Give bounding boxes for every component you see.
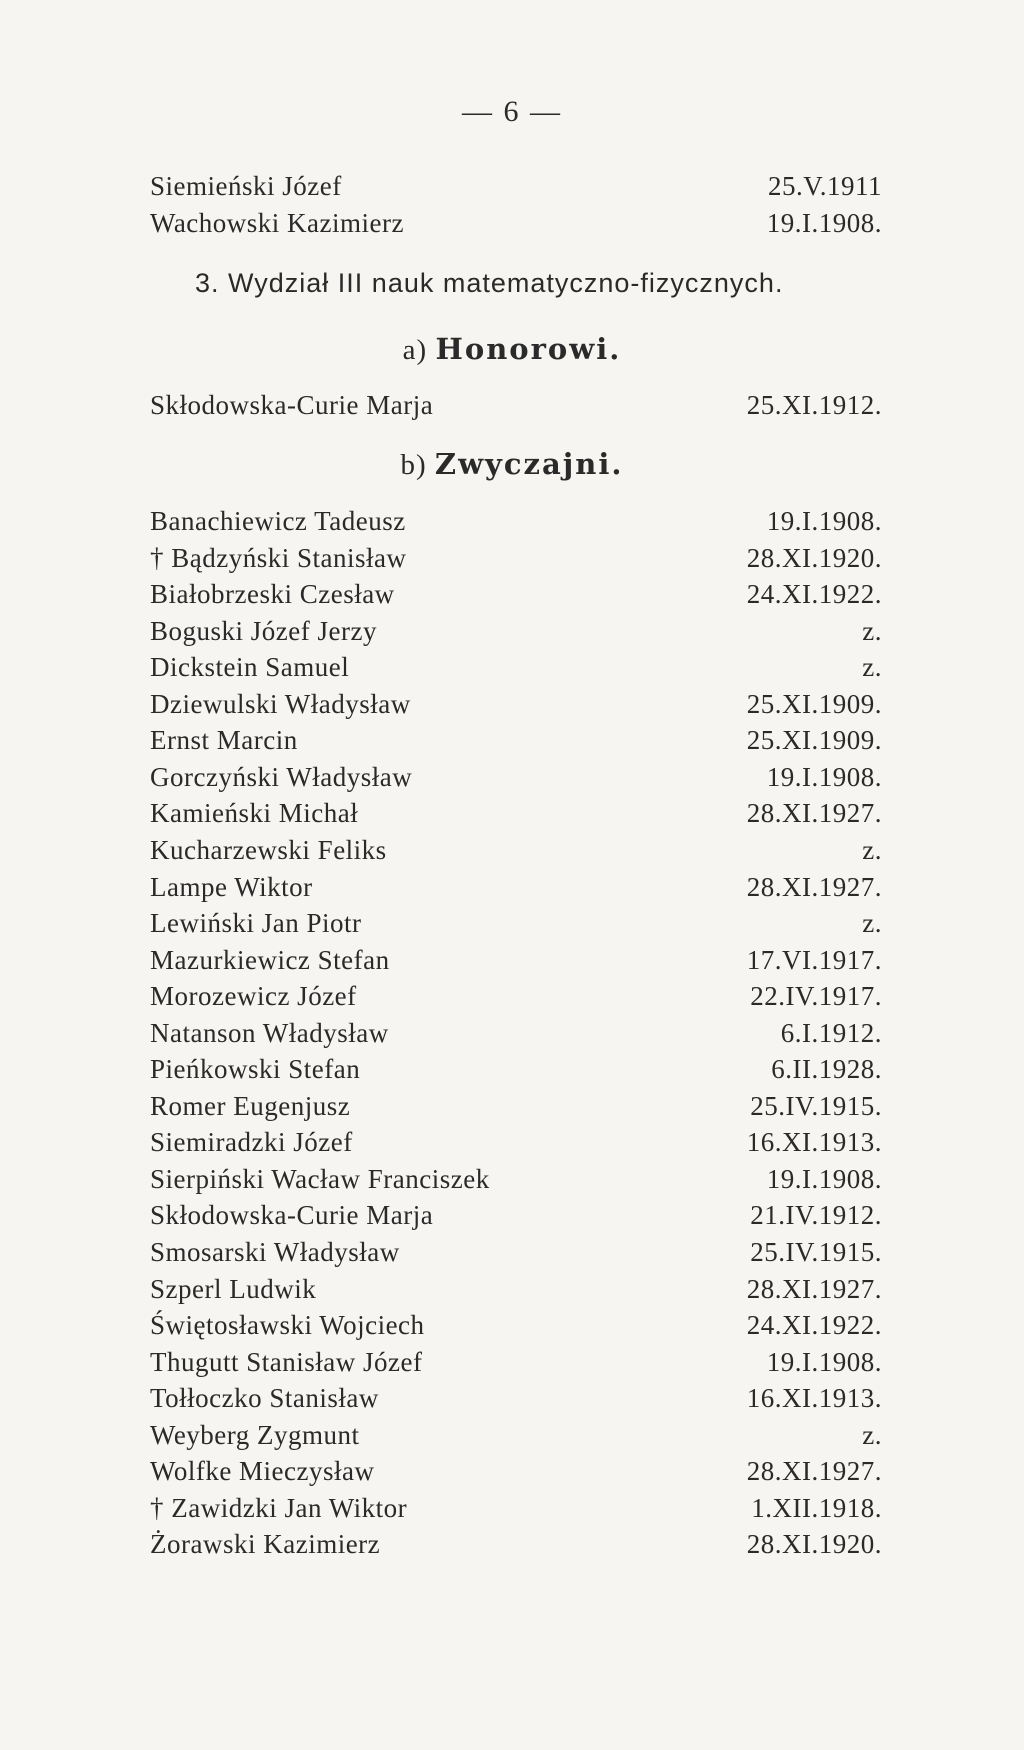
list-item — [150, 869, 882, 905]
member-name: Natanson Władysław — [150, 1017, 389, 1048]
list-item — [150, 540, 882, 576]
member-date: 25.IV.1915. — [750, 1237, 882, 1267]
list-item — [150, 905, 882, 941]
list-item — [150, 832, 882, 868]
member-name: Ernst Marcin — [150, 725, 298, 756]
member-name: Siemiradzki Józef — [150, 1127, 353, 1158]
member-date: 22.IV.1917. — [750, 981, 882, 1012]
list-item — [150, 1271, 882, 1307]
member-date: 25.V.1911 — [767, 171, 882, 201]
member-date: 6.I.1912. — [780, 1017, 882, 1048]
member-date: 28.XI.1920. — [746, 542, 882, 573]
member-date: 6.II.1928. — [771, 1054, 882, 1085]
list-item — [150, 613, 882, 649]
list-item — [150, 795, 882, 831]
member-date: 16.XI.1913. — [746, 1127, 882, 1158]
member-date: 28.XI.1920. — [746, 1529, 882, 1560]
member-date: z. — [862, 652, 882, 683]
member-name: Szperl Ludwik — [150, 1273, 317, 1304]
list-item — [150, 1161, 882, 1197]
member-date: 21.IV.1912. — [750, 1200, 882, 1231]
member-date: 28.XI.1927. — [746, 871, 882, 902]
list-item — [150, 1417, 882, 1453]
member-date: z. — [862, 1419, 882, 1450]
member-name: † Zawidzki Jan Wiktor — [150, 1492, 408, 1523]
member-date: 28.XI.1927. — [746, 1273, 882, 1304]
list-item — [150, 1344, 882, 1380]
member-name: Żorawski Kazimierz — [150, 1529, 381, 1560]
member-name: Weyberg Zygmunt — [150, 1419, 360, 1450]
list-item — [150, 205, 882, 241]
member-name: Sierpiński Wacław Franciszek — [150, 1163, 490, 1194]
member-date: 19.I.1908. — [766, 506, 882, 536]
list-item — [150, 1307, 882, 1343]
member-date: 28.XI.1927. — [746, 1456, 882, 1487]
member-name: Morozewicz Józef — [150, 981, 357, 1012]
member-date: 16.XI.1913. — [746, 1383, 882, 1414]
member-date: 19.I.1908. — [766, 761, 882, 792]
list-item — [150, 686, 882, 722]
member-date: 19.I.1908. — [766, 208, 882, 238]
member-name: Lampe Wiktor — [150, 871, 313, 902]
list-item — [150, 942, 882, 978]
member-date: 19.I.1908. — [766, 1163, 882, 1194]
member-date: z. — [862, 908, 882, 938]
member-name: Mazurkiewicz Stefan — [150, 944, 390, 975]
page-number: — 6 — — [462, 95, 562, 128]
member-date: 25.IV.1915. — [750, 1090, 882, 1121]
member-name: Siemieński Józef — [150, 171, 342, 201]
list-item — [150, 722, 882, 758]
member-name: Skłodowska-Curie Marja — [150, 390, 434, 420]
member-name: Pieńkowski Stefan — [150, 1054, 361, 1085]
member-name: Wachowski Kazimierz — [150, 208, 404, 238]
member-date: 1.XII.1918. — [751, 1492, 882, 1523]
member-date: 19.I.1908. — [766, 1346, 882, 1377]
list-item — [150, 1380, 882, 1416]
list-item — [150, 1234, 882, 1270]
member-name: Kamieński Michał — [150, 798, 359, 829]
list-item — [150, 1526, 882, 1562]
list-item — [150, 759, 882, 795]
member-date: 25.XI.1909. — [746, 688, 882, 719]
member-name: Tołłoczko Stanisław — [150, 1383, 379, 1414]
member-date: 17.VI.1917. — [746, 944, 882, 975]
subheading-marker: a) — [402, 334, 428, 366]
member-date: 25.XI.1909. — [746, 725, 882, 756]
member-date: 24.XI.1922. — [746, 1310, 882, 1341]
member-name: Banachiewicz Tadeusz — [150, 506, 406, 536]
list-item — [150, 576, 882, 612]
member-name: Smosarski Władysław — [150, 1237, 400, 1267]
list-item — [150, 1051, 882, 1087]
list-item — [150, 1124, 882, 1160]
list-item — [150, 649, 882, 685]
list-item — [150, 978, 882, 1014]
member-name: Romer Eugenjusz — [150, 1090, 351, 1121]
subheading-honorary — [0, 332, 1024, 367]
subheading-label: Honorowi. — [435, 332, 622, 366]
subheading-ordinary — [0, 447, 1024, 482]
list-item — [150, 1453, 882, 1489]
member-date: 28.XI.1927. — [746, 798, 882, 829]
member-date: z. — [862, 615, 882, 646]
list-item — [150, 1197, 882, 1233]
member-name: Wolfke Mieczysław — [150, 1456, 375, 1487]
member-date: z. — [862, 835, 882, 865]
member-name: Kucharzewski Feliks — [150, 835, 387, 865]
list-item — [150, 1015, 882, 1051]
section-heading: 3. Wydział III nauk matematyczno-fizycznych. — [195, 268, 784, 298]
member-name: † Bądzyński Stanisław — [150, 542, 407, 573]
list-item — [150, 1088, 882, 1124]
subheading-marker: b) — [400, 449, 427, 481]
list-item — [150, 503, 882, 539]
subheading-label: Zwyczajni. — [434, 447, 624, 481]
member-name: Boguski Józef Jerzy — [150, 615, 377, 646]
member-name: Dziewulski Władysław — [150, 688, 411, 719]
member-name: Świętosławski Wojciech — [150, 1310, 425, 1341]
member-name: Thugutt Stanisław Józef — [150, 1346, 423, 1377]
member-date: 24.XI.1922. — [746, 579, 882, 610]
member-name: Dickstein Samuel — [150, 652, 350, 683]
member-date: 25.XI.1912. — [746, 390, 882, 420]
member-name: Białobrzeski Czesław — [150, 579, 395, 610]
member-name: Skłodowska-Curie Marja — [150, 1200, 434, 1231]
list-item — [150, 168, 882, 204]
member-name: Lewiński Jan Piotr — [150, 908, 362, 938]
member-name: Gorczyński Władysław — [150, 761, 413, 792]
list-item — [150, 387, 882, 423]
list-item — [150, 1490, 882, 1526]
